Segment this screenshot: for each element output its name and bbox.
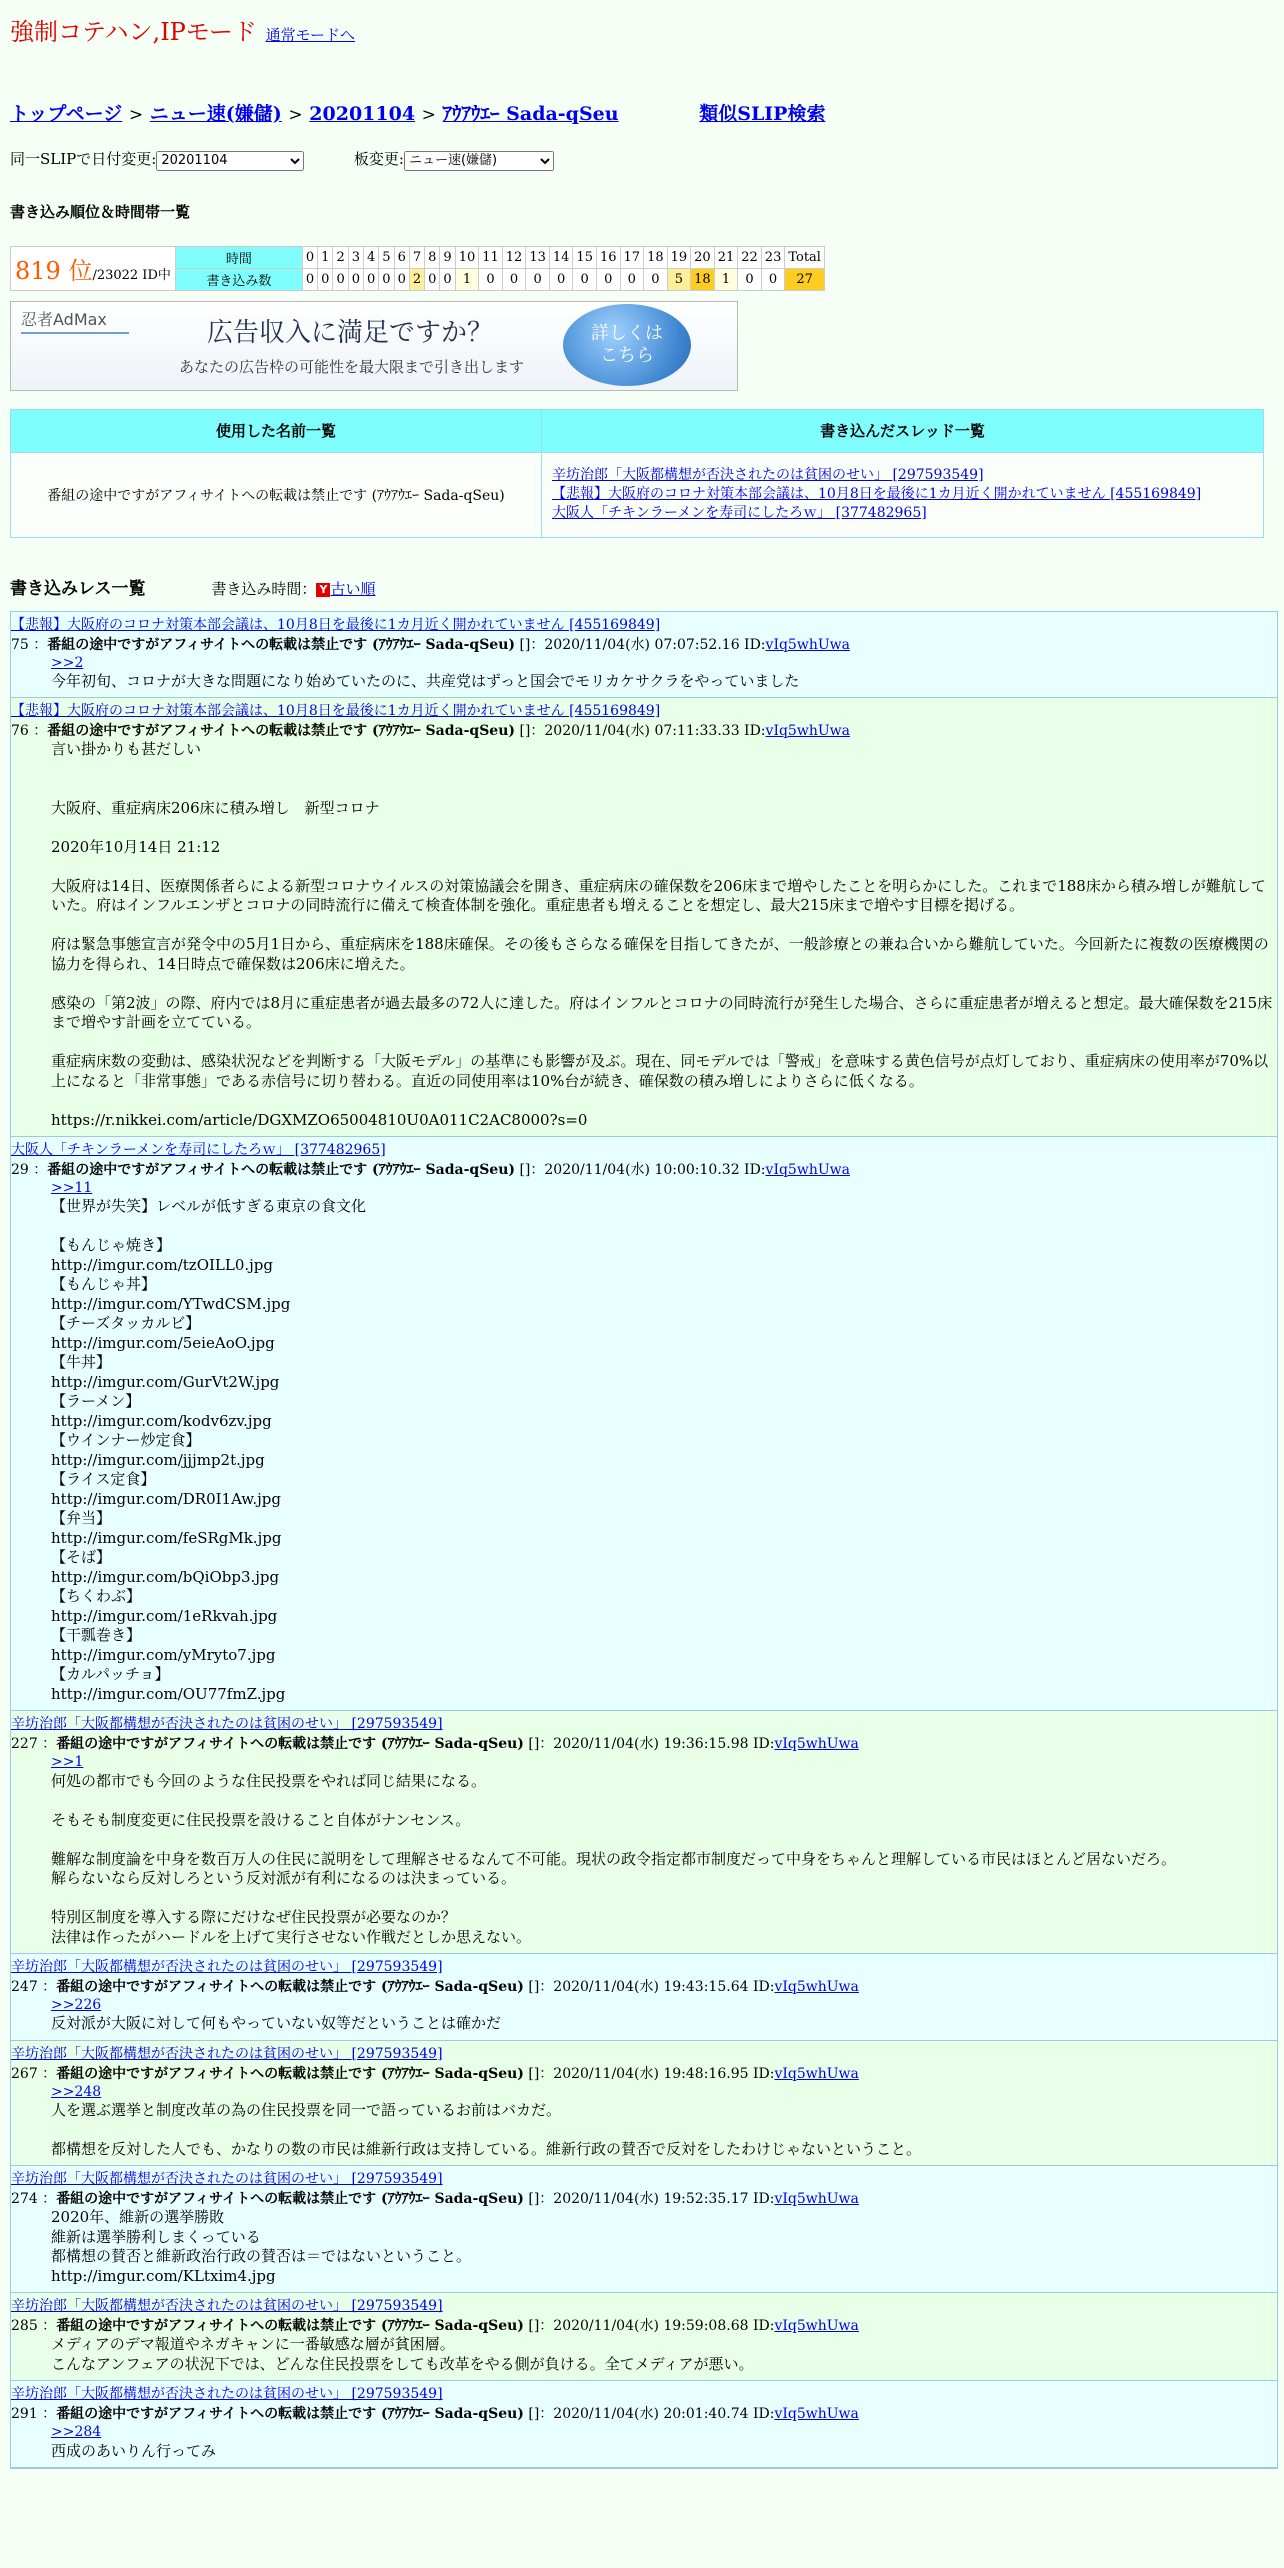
hour-cell: 15 [573,246,597,268]
time-label: 時間 [175,246,302,268]
select-row [10,148,1274,171]
hour-cell: 11 [479,246,503,268]
post-thread-link[interactable]: 辛坊治郎「大阪都構想が否決されたのは貧困のせい」 [297593549] [11,1959,443,1976]
post-meta: []：2020/11/04(水) 19:59:08.68 ID: [523,2318,775,2335]
post [11,2166,1277,2293]
hour-cell: 21 [714,246,738,268]
post-meta: []：2020/11/04(水) 19:52:35.17 ID: [523,2191,775,2208]
hour-cell: 10 [455,246,479,268]
post-header: 247 ：番組の途中ですがアフィサイトへの転載は禁止です (ｱｳｱｳｴｰ Sada-qSeu) []：2020/11/04(水) 19:43:15.64 ID:vIq5whUwa [11,1979,859,1996]
breadcrumb-user[interactable]: ｱｳｱｳｴｰ Sada-qSeu [442,103,619,125]
count-cell: 18 [691,268,715,290]
post-thread-link[interactable]: 辛坊治郎「大阪都構想が否決されたのは貧困のせい」 [297593549] [11,2298,443,2315]
post-id-link[interactable]: vIq5whUwa [774,1979,859,1996]
post-author: 番組の途中ですがアフィサイトへの転載は禁止です (ｱｳｱｳｴｰ Sada-qSeu) [56,1736,524,1753]
post-thread-link[interactable]: 辛坊治郎「大阪都構想が否決されたのは貧困のせい」 [297593549] [11,2386,443,2403]
count-cell: 0 [379,268,394,290]
count-cell: 0 [425,268,440,290]
post-header: 267 ：番組の途中ですがアフィサイトへの転載は禁止です (ｱｳｱｳｴｰ Sada-qSeu) []：2020/11/04(水) 19:48:16.95 ID:vIq5whUwa [11,2065,859,2082]
post-anchor-wrap [51,1996,1277,2014]
post-id-link[interactable]: vIq5whUwa [765,636,850,653]
post-list [10,611,1278,2470]
count-cell: 1 [455,268,479,290]
count-cell: 0 [440,268,455,290]
rank-cell [11,246,176,290]
hour-cell: 5 [379,246,394,268]
hour-cell: 8 [425,246,440,268]
post-thread-link[interactable]: 辛坊治郎「大阪都構想が否決されたのは貧困のせい」 [297593549] [11,2045,443,2062]
post-anchor-wrap [51,1753,1277,1771]
post-number: 247 [11,1979,38,1996]
count-cell: 2 [409,268,424,290]
post-header: 291 ：番組の途中ですがアフィサイトへの転載は禁止です (ｱｳｱｳｴｰ Sada-qSeu) []：2020/11/04(水) 20:01:40.74 ID:vIq5whUwa [11,2406,859,2423]
breadcrumb-sep: > [288,105,303,125]
post-number: 267 [11,2065,38,2082]
post-number: 291 [11,2406,38,2423]
post-meta: []：2020/11/04(水) 19:48:16.95 ID: [523,2065,775,2082]
post-anchor-link[interactable]: >>226 [51,1997,102,2014]
hour-cell: 6 [394,246,409,268]
post [11,1137,1277,1711]
post-number: 274 [11,2191,38,2208]
count-cell: 0 [502,268,526,290]
count-cell: 0 [620,268,644,290]
count-cell: 5 [667,268,691,290]
post-author: 番組の途中ですがアフィサイトへの転載は禁止です (ｱｳｱｳｴｰ Sada-qSeu) [56,2406,524,2423]
post [11,2293,1277,2381]
res-list-title: 書き込みレス一覧 [10,578,146,599]
normal-mode-link[interactable]: 通常モードへ [265,26,356,44]
post-meta: []：2020/11/04(水) 07:07:52.16 ID: [515,636,766,653]
hour-cell: 4 [364,246,379,268]
rank-number: 819 位 [15,256,93,285]
breadcrumb-sep: > [421,105,436,125]
thread-list [542,452,1264,537]
post-id-link[interactable]: vIq5whUwa [765,1162,850,1179]
breadcrumb-date[interactable]: 20201104 [309,103,416,125]
used-name: 番組の途中ですがアフィサイトへの転載は禁止です (ｱｳｱｳｴｰ Sada-qSeu) [11,452,542,537]
post-body: 人を選ぶ選挙と制度改革の為の住民投票を同一で語っているお前はバカだ。 都構想を反対した人でも、かなりの数の市民は維新行政は支持している。維新行政の賛否で反対をしたわけじゃないということ。 [51,2100,922,2158]
post-header: 227 ：番組の途中ですがアフィサイトへの転載は禁止です (ｱｳｱｳｴｰ Sada-qSeu) []：2020/11/04(水) 19:36:15.98 ID:vIq5whUwa [11,1736,859,1753]
post-id-link[interactable]: vIq5whUwa [774,2406,859,2423]
post-anchor-wrap [51,654,1277,672]
post-header: 274 ：番組の途中ですがアフィサイトへの転載は禁止です (ｱｳｱｳｴｰ Sada-qSeu) []：2020/11/04(水) 19:52:35.17 ID:vIq5whUwa [11,2191,859,2208]
post-body: 今年初旬、コロナが大きな問題になり始めていたのに、共産党はずっと国会でモリカケサクラをやっていました [51,671,800,690]
mode-line [10,12,1274,47]
hour-cell: 1 [318,246,333,268]
hour-cell: 14 [549,246,573,268]
post-header: 75 ：番組の途中ですがアフィサイトへの転載は禁止です (ｱｳｱｳｴｰ Sada-qSeu) []：2020/11/04(水) 07:07:52.16 ID:vIq5whUwa [11,636,850,653]
similar-slip-search-link[interactable]: 類似SLIP検索 [699,103,826,125]
count-cell: 0 [526,268,550,290]
hour-cell: 9 [440,246,455,268]
post-author: 番組の途中ですがアフィサイトへの転載は禁止です (ｱｳｱｳｴｰ Sada-qSeu) [47,1162,516,1179]
sort-control [211,580,375,598]
post-thread-link[interactable]: 大阪人「チキンラーメンを寿司にしたろｗ」 [377482965] [11,1142,386,1159]
post-anchor-link[interactable]: >>2 [51,654,84,671]
post-body: 言い掛かりも甚だしい 大阪府、重症病床206床に積み増し 新型コロナ 2020年10月14日 21:12 大阪府は14日、医療関係者らによる新型コロナウイルスの対策協議会を開き、重症病床の確保数を206床まで増やしたことを明らかにした。これまで188床から積み増しが難航していた。府はインフルエンザとコロナの同時流行に備えて検査体制を強化。重症患者も増えることを想定し、最大215床まで増やす目標を掲げる。 府は緊急事態宣言が発令中の5月1日から、重症病床を188床確保。その後もさらなる確保を目指してきたが、一般診療との兼ね合いから難航していた。今回新たに複数の医療機関の協力を得られ、14日時点で確保数は206床に増えた。 感染の「第2波」の際、府内では8月に重症患者が過去最多の72人に達した。府はインフルとコロナの同時流行が発生した場合、さらに重症患者が増えると想定。最大確保数を215床まで増やす計画を立てている。 重症病床数の変動は、感染状況などを判断する「大阪モデル」の基準にも影響が及ぶ。現在、同モデルでは「警戒」を意味する黄色信号が点灯しており、重症病床の使用率が70%以上になると「非常事態」である赤信号に切り替わる。直近の同使用率は10%台が続き、確保数の積み増しによりさらに低くなる。 https://r.nikkei.com/article/DGXMZO65004810U0A011C2AC8000?s=0 [51,740,1273,1129]
count-cell: 1 [714,268,738,290]
post-anchor-wrap [51,1179,1277,1197]
post-body: 【世界が失笑】レベルが低すぎる東京の食文化 【もんじゃ焼き】 http://imgur.com/tzOILL0.jpg 【もんじゃ丼】 http://imgur.com/YTwdCSM.jpg 【チーズタッカルビ】 http://imgur.com/5eieAoO.jpg 【牛丼】 http://imgur.com/GurVt2W.jpg 【ラーメン】 http://imgur.com/kodv6zv.jpg 【ウインナー炒定食】 http://imgur.com/jjjmp2t.jpg 【ライス定食】 http://imgur.com/DR0I1Aw.jpg 【弁当】 http://imgur.com/feSRgMk.jpg 【そば】 http://imgur.com/bQiObp3.jpg 【ちくわぶ】 http://imgur.com/1eRkvah.jpg 【干瓢巻き】 http://imgur.com/yMryto7.jpg 【カルパッチョ】 http://imgur.com/OU77fmZ.jpg [51,1197,367,1703]
hour-cell: 7 [409,246,424,268]
count-cell: 0 [479,268,503,290]
post-header: 29 ：番組の途中ですがアフィサイトへの転載は禁止です (ｱｳｱｳｴｰ Sada-qSeu) []：2020/11/04(水) 10:00:10.32 ID:vIq5whUwa [11,1162,850,1179]
post-anchor-wrap [51,2083,1277,2101]
thread-link[interactable]: 【悲報】大阪府のコロナ対策本部会議は、10月8日を最後に1カ月近く開かれていません [455169849] [552,486,1202,503]
hour-cell: 20 [691,246,715,268]
post-anchor-wrap [51,2423,1277,2441]
post-body: メディアのデマ報道やネガキャンに一番敏感な層が貧困層。 こんなアンフェアの状況下では、どんな住民投票をしても改革をやる側が負ける。全てメディアが悪い。 [51,2335,754,2373]
post-id-link[interactable]: vIq5whUwa [774,2065,859,2082]
ranking-title: 書き込み順位＆時間帯一覧 [10,202,191,221]
board-select[interactable] [404,151,554,171]
breadcrumb-sep: > [128,105,144,125]
post [11,698,1277,1137]
count-label: 書き込み数 [175,268,302,290]
post-number: 75 [11,636,29,653]
post-header: 76 ：番組の途中ですがアフィサイトへの転載は禁止です (ｱｳｱｳｴｰ Sada-qSeu) []：2020/11/04(水) 07:11:33.33 ID:vIq5whUwa [11,723,850,740]
ad-subtext: あなたの広告枠の可能性を最大限まで引き出します [179,357,525,376]
post-meta: []：2020/11/04(水) 19:43:15.64 ID: [523,1979,775,1996]
names-header: 使用した名前一覧 [11,409,542,452]
post-body: 反対派が大阪に対して何もやっていない奴等だということは確かだ [51,2014,502,2033]
hour-cell: 3 [348,246,363,268]
post-anchor-link[interactable]: >>11 [51,1180,93,1197]
threads-header: 書き込んだスレッド一覧 [542,409,1264,452]
post [11,1954,1277,2041]
count-cell: 0 [348,268,363,290]
hour-cell: 19 [667,246,691,268]
count-cell: 0 [333,268,348,290]
post-anchor-link[interactable]: >>284 [51,2424,102,2441]
post-author: 番組の途中ですがアフィサイトへの転載は禁止です (ｱｳｱｳｴｰ Sada-qSeu) [56,2065,524,2082]
post-author: 番組の途中ですがアフィサイトへの転載は禁止です (ｱｳｱｳｴｰ Sada-qSeu) [56,1979,524,1996]
post-header: 285 ：番組の途中ですがアフィサイトへの転載は禁止です (ｱｳｱｳｴｰ Sada-qSeu) []：2020/11/04(水) 19:59:08.68 ID:vIq5whUwa [11,2318,859,2335]
count-cell: 0 [573,268,597,290]
mode-title: 強制コテハン,IPモード [10,18,257,46]
count-cell: 0 [738,268,762,290]
post-thread-link[interactable]: 【悲報】大阪府のコロナ対策本部会議は、10月8日を最後に1カ月近く開かれていません [455169849] [11,703,661,720]
sort-y-icon: Y [316,583,330,597]
post-id-link[interactable]: vIq5whUwa [774,1736,859,1753]
post-number: 227 [11,1736,38,1753]
sort-oldest-link[interactable]: 古い順 [330,579,376,598]
post-meta: []：2020/11/04(水) 10:00:10.32 ID: [515,1162,766,1179]
hourly-table [10,246,825,291]
count-cell: 0 [394,268,409,290]
post-thread-link[interactable]: 辛坊治郎「大阪都構想が否決されたのは貧困のせい」 [297593549] [11,1716,443,1733]
count-cell: 0 [302,268,317,290]
post-author: 番組の途中ですがアフィサイトへの転載は禁止です (ｱｳｱｳｴｰ Sada-qSeu) [47,723,516,740]
time-label: 書き込み時間： [211,579,317,598]
hour-cell: 23 [761,246,785,268]
rank-total: /23022 ID中 [92,267,171,283]
date-select[interactable] [156,151,304,171]
hour-cell: 0 [302,246,317,268]
count-cell: 0 [596,268,620,290]
hour-cell: 18 [644,246,668,268]
breadcrumb-top[interactable]: トップページ [10,103,123,125]
post-anchor-link[interactable]: >>1 [51,1754,84,1771]
post-thread-link[interactable]: 【悲報】大阪府のコロナ対策本部会議は、10月8日を最後に1カ月近く開かれていません [455169849] [11,616,661,633]
post-id-link[interactable]: vIq5whUwa [774,2318,859,2335]
breadcrumb [10,99,1274,126]
post-anchor-link[interactable]: >>248 [51,2083,102,2100]
post [11,612,1277,699]
post [11,2381,1277,2468]
post-author: 番組の途中ですがアフィサイトへの転載は禁止です (ｱｳｱｳｴｰ Sada-qSeu) [47,636,516,653]
post-number: 285 [11,2318,38,2335]
names-threads-table [10,409,1264,538]
post-meta: []：2020/11/04(水) 19:36:15.98 ID: [523,1736,775,1753]
date-change-label: 同一SLIPで日付変更: [10,150,157,168]
post-thread-link[interactable]: 辛坊治郎「大阪都構想が否決されたのは貧困のせい」 [297593549] [11,2171,443,2188]
ad-headline: 広告収入に満足ですか？ [207,317,494,348]
breadcrumb-board[interactable]: ニュー速(嫌儲) [149,103,282,125]
post-body: 何処の都市でも今回のような住民投票をやれば同じ結果になる。 そもそも制度変更に住民投票を設けること自体がナンセンス。 難解な制度論を中身を数百万人の住民に説明をして理解させるなんて不可能。現状の政令指定都市制度だって中身をちゃんと理解している市民はほとんど居ないだろ。 解らないなら反対しろという反対派が有利になるのは決まっている。 特別区制度を導入する際にだけなぜ住民投票が必要なのか？ 法律は作ったがハードルを上げて実行させない作戦だとしか思えない。 [51,1771,1177,1946]
board-change-label: 板変更: [353,150,404,168]
res-list-header [10,574,1274,599]
post-body: 2020年、維新の選挙勝敗 維新は選挙勝利しまくっている 都構想の賛否と維新政治行政の賛否は＝ではないということ。 http://imgur.com/KLtxim4.jpg [51,2208,472,2285]
thread-link[interactable]: 大阪人「チキンラーメンを寿司にしたろｗ」 [377482965] [552,504,927,521]
count-cell: 0 [318,268,333,290]
hour-cell: 12 [502,246,526,268]
post-author: 番組の途中ですがアフィサイトへの転載は禁止です (ｱｳｱｳｴｰ Sada-qSeu) [56,2191,524,2208]
hour-cell: Total [785,246,825,268]
ad-details-button[interactable] [563,304,691,386]
thread-link[interactable]: 辛坊治郎「大阪都構想が否決されたのは貧困のせい」 [297593549] [552,467,984,484]
post-id-link[interactable]: vIq5whUwa [765,723,850,740]
post [11,1711,1277,1954]
post-meta: []：2020/11/04(水) 20:01:40.74 ID: [523,2406,775,2423]
post-number: 29 [11,1162,29,1179]
count-cell: 0 [549,268,573,290]
hour-cell: 16 [596,246,620,268]
hour-cell: 17 [620,246,644,268]
post-body: 西成のあいりん行ってみ [51,2441,217,2460]
ad-details-text: 詳しくは こちら [591,322,663,366]
post-author: 番組の途中ですがアフィサイトへの転載は禁止です (ｱｳｱｳｴｰ Sada-qSeu) [56,2318,524,2335]
admax-logo: 忍者AdMax [21,307,129,334]
post-id-link[interactable]: vIq5whUwa [774,2191,859,2208]
count-cell: 0 [761,268,785,290]
count-cell: 27 [785,268,825,290]
hour-cell: 22 [738,246,762,268]
hour-cell: 2 [333,246,348,268]
hour-cell: 13 [526,246,550,268]
count-cell: 0 [644,268,668,290]
post-number: 76 [11,723,29,740]
count-cell: 0 [364,268,379,290]
ad-banner[interactable] [10,301,738,391]
post [11,2041,1277,2167]
post-meta: []：2020/11/04(水) 07:11:33.33 ID: [515,723,766,740]
